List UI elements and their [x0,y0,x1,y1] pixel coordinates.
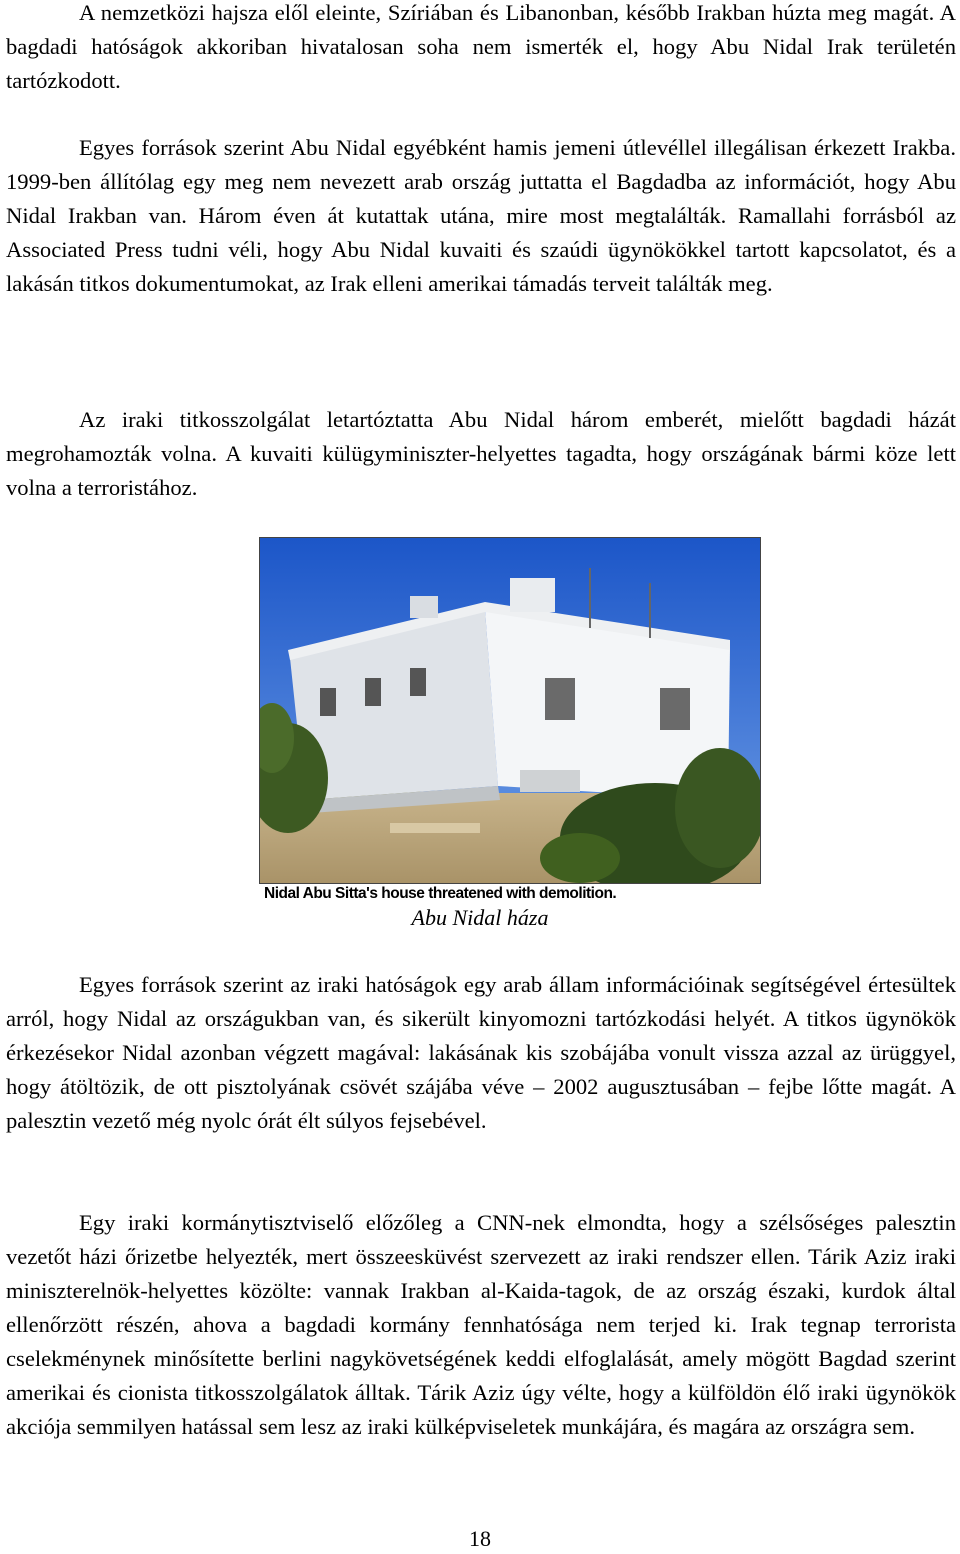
figure-caption: Abu Nidal háza [411,905,549,930]
paragraph-1 [6,0,956,98]
paragraph-text: Az iraki titkosszolgálat letartóztatta Abu Nidal három emberét, mielőtt bagdadi házát megrohamozták volna. A kuvaiti külügyminiszter-helyettes tagadta, hogy országának bármi köze lett volna a terroristához. [6,407,956,500]
house-figure [259,537,761,904]
paragraph-5 [6,1206,956,1444]
paragraph-text: A nemzetközi hajsza elől eleinte, Szíriában és Libanonban, később Irakban húzta meg magát. A bagdadi hatóságok akkoriban hivatalosan soha nem ismerték el, hogy Abu Nidal Irak területén tartózkodott. [6,0,956,93]
house-photo [259,537,761,884]
paragraph-2 [6,131,956,301]
house-photo-illustration [260,538,760,883]
paragraph-3 [6,403,956,505]
photo-caption: Nidal Abu Sitta's house threatened with demolition. [264,885,617,902]
paragraph-text: Egy iraki kormánytisztviselő előzőleg a CNN-nek elmondta, hogy a szélsőséges palesztin vezetőt házi őrizetbe helyezték, mert összeesküvést szervezett az iraki rendszer ellen. Tárik Aziz iraki miniszterelnök-helyettes közölte: vannak Irakban al-Kaida-tagok, de az ország északi, kurdok által ellenőrzött részén, ahova a bagdadi kormány fennhatósága nem terjed ki. Irak tegnap terrorista cselekménynek minősítette berlini nagykövetségének keddi elfoglalását, amely mögött Bagdad szerint amerikai és cionista titkosszolgálatok álltak. Tárik Aziz úgy vélte, hogy a külföldön élő iraki ügynökök akciója semmilyen hatással sem lesz az iraki külképviseletek munkájára, és magára az országra sem. [6,1210,956,1439]
page-number: 18 [469,1526,491,1551]
paragraph-text: Egyes források szerint Abu Nidal egyébként hamis jemeni útlevéllel illegálisan érkezett Irakba. 1999-ben állítólag egy meg nem nevezett arab ország juttatta el Bagdadba az információt, hogy Abu Nidal Irakban van. Három éven át kutattak utána, mire most megtalálták. Ramallahi forrásból az Associated Press tudni véli, hogy Abu Nidal kuvaiti és szaúdi ügynökökkel tartott kapcsolatot, és a lakásán titkos dokumentumokat, az Irak elleni amerikai támadás terveit találták meg. [6,135,956,296]
paragraph-text: Egyes források szerint az iraki hatóságok egy arab állam információinak segítségével értesültek arról, hogy Nidal az országukban van, és sikerült kinyomozni tartózkodási helyét. A titkos ügynökök érkezésekor Nidal azonban végzett magával: lakásának kis szobájába vonult vissza azzal az ürüggyel, hogy átöltözik, de ott pisztolyának csövét szájába véve – 2002 augusztusában – fejbe lőtte magát. A palesztin vezető még nyolc órát élt súlyos fejsebével. [6,972,956,1133]
paragraph-4 [6,968,956,1138]
